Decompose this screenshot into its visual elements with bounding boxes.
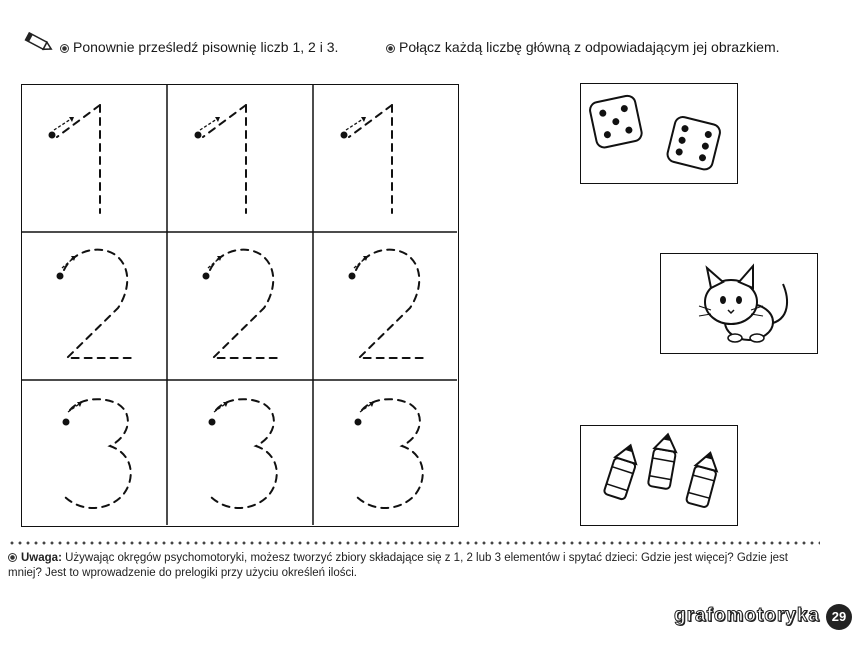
trace-digit-3 <box>63 399 131 508</box>
trace-digit-3 <box>209 399 277 508</box>
footer-note: Uwaga: Używając okręgów psychomotoryki, możesz tworzyć zbiory składające się z 1, 2 lub 3 elementów i spytać dzieci: Gdzie jest więcej? Gdzie jest mniej? Jest to wprowadzenie do prelogiki przy użyciu określeń ilości. <box>8 552 788 579</box>
pencils-picture-box[interactable] <box>580 425 738 526</box>
page-number: 29 <box>826 604 852 630</box>
instruction-left: Ponownie prześledź pisownię liczb 1, 2 i 3. <box>60 38 338 56</box>
trace-digit-3 <box>355 399 423 508</box>
instruction-right: Połącz każdą liczbę główną z odpowiadającym jej obrazkiem. <box>386 38 780 56</box>
trace-digit-2 <box>203 250 281 358</box>
cat-icon <box>661 254 816 352</box>
pencil-icon <box>20 30 56 54</box>
circle-bullet-icon <box>8 553 17 562</box>
dice-icon <box>581 84 736 182</box>
pencils-icon <box>581 426 736 524</box>
circle-bullet-icon <box>386 44 395 53</box>
kitten-picture-box[interactable] <box>660 253 818 354</box>
trace-digit-1 <box>49 105 101 213</box>
tracing-grid <box>21 84 459 527</box>
trace-digit-2 <box>57 250 135 358</box>
brand-logo: grafomotoryka <box>673 605 820 626</box>
trace-digit-1 <box>195 105 247 213</box>
trace-digit-1 <box>341 105 393 213</box>
dotted-divider <box>8 540 820 546</box>
trace-digit-2 <box>349 250 427 358</box>
dice-picture-box[interactable] <box>580 83 738 184</box>
circle-bullet-icon <box>60 44 69 53</box>
